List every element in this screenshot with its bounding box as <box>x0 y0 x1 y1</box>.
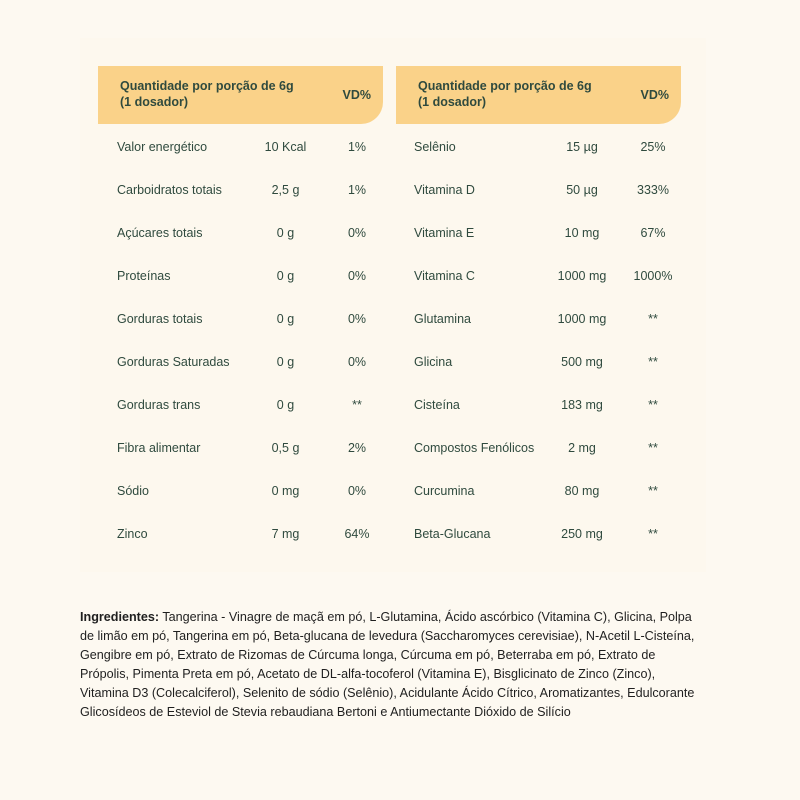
table-row <box>396 426 681 469</box>
nutrient-amount: 1000 mg <box>557 312 607 326</box>
nutrient-vd: ** <box>648 441 658 455</box>
nutrient-amount: 1000 mg <box>557 269 607 283</box>
nutrient-vd: 0% <box>347 312 367 326</box>
nutrient-amount: 2 mg <box>568 441 596 455</box>
nutrient-amount: 0 g <box>276 312 295 326</box>
nutrition-table-left <box>98 66 383 555</box>
ingredients-list: Tangerina - Vinagre de maçã em pó, L-Glutamina, Ácido ascórbico (Vitamina C), Glicina, Polpa de limão em pó, Tangerina em pó, Beta-glucana de levedura (Saccharomyces cerevisiae), N-Acetil L-Cisteína, Gengibre em pó, Extrato de Rizomas de Cúrcuma longa, Cúrcuma em pó, Beterraba em pó, Extrato de Própolis, Pimenta Preta em pó, Acetato de DL-alfa-tocoferol (Vitamina E), Bisglicinato de Zinco (Zinco), Vitamina D3 (Colecalciferol), Selenito de sódio (Selênio), Acidulante Ácido Cítrico, Aromatizantes, Edulcorante Glicosídeos de Esteviol de Stevia rebaudiana Bertoni e Antiumectante Dióxido de Silício <box>80 610 695 719</box>
nutrient-amount: 500 mg <box>561 355 603 369</box>
serving-size-header: Quantidade por porção de 6g (1 dosador) <box>120 79 294 109</box>
vd-header: VD% <box>342 88 371 102</box>
nutrient-vd: ** <box>648 355 658 369</box>
nutrient-amount: 0 mg <box>271 484 300 498</box>
table-row <box>396 168 681 211</box>
nutrient-name: Vitamina E <box>414 226 475 240</box>
nutrient-name: Gorduras Saturadas <box>117 355 230 369</box>
nutrient-vd: 0% <box>347 269 367 283</box>
nutrient-amount: 0 g <box>276 398 295 412</box>
table-row <box>396 125 681 168</box>
nutrient-amount: 7 mg <box>271 527 300 541</box>
nutrient-vd: ** <box>352 398 362 412</box>
nutrient-name: Cisteína <box>414 398 460 412</box>
table-row <box>98 125 383 168</box>
table-row <box>396 254 681 297</box>
nutrient-amount: 80 mg <box>564 484 600 498</box>
nutrient-name: Fibra alimentar <box>117 441 201 455</box>
table-row <box>396 297 681 340</box>
table-header <box>98 66 383 124</box>
nutrient-name: Vitamina D <box>414 183 475 197</box>
nutrient-vd: ** <box>648 312 658 326</box>
table-row <box>98 297 383 340</box>
table-row <box>98 211 383 254</box>
table-row <box>396 512 681 555</box>
table-row <box>98 512 383 555</box>
nutrient-amount: 0,5 g <box>271 441 300 455</box>
table-row <box>98 340 383 383</box>
nutrient-vd: 0% <box>347 355 367 369</box>
nutrient-amount: 183 mg <box>561 398 603 412</box>
nutrient-vd: 2% <box>347 441 367 455</box>
nutrient-name: Compostos Fenólicos <box>414 441 535 455</box>
nutrient-name: Glutamina <box>414 312 471 326</box>
ingredients-text <box>80 608 700 722</box>
nutrient-vd: 25% <box>640 140 666 154</box>
nutrient-amount: 10 Kcal <box>264 140 307 154</box>
nutrient-name: Zinco <box>117 527 148 541</box>
nutrient-name: Proteínas <box>117 269 171 283</box>
nutrient-vd: 0% <box>347 484 367 498</box>
nutrient-vd: 1000% <box>633 269 673 283</box>
nutrient-name: Sódio <box>117 484 149 498</box>
nutrient-vd: 333% <box>637 183 669 197</box>
nutrient-amount: 0 g <box>276 269 295 283</box>
nutrient-amount: 2,5 g <box>271 183 300 197</box>
table-row <box>98 469 383 512</box>
table-row <box>98 426 383 469</box>
table-body <box>98 124 383 555</box>
nutrient-name: Selênio <box>414 140 456 154</box>
nutrient-amount: 10 mg <box>564 226 600 240</box>
nutrient-vd: ** <box>648 398 658 412</box>
table-body <box>396 124 681 555</box>
nutrient-name: Curcumina <box>414 484 475 498</box>
nutrient-name: Vitamina C <box>414 269 475 283</box>
nutrient-vd: 0% <box>347 226 367 240</box>
serving-size-header: Quantidade por porção de 6g (1 dosador) <box>418 79 592 109</box>
nutrient-name: Glicina <box>414 355 453 369</box>
table-row <box>396 469 681 512</box>
nutrient-vd: 1% <box>347 183 367 197</box>
nutrient-vd: ** <box>648 484 658 498</box>
nutrient-name: Valor energético <box>117 140 208 154</box>
table-row <box>396 211 681 254</box>
nutrient-vd: ** <box>648 527 658 541</box>
nutrient-name: Gorduras trans <box>117 398 201 412</box>
table-row <box>396 340 681 383</box>
nutrient-amount: 15 µg <box>566 140 598 154</box>
nutrient-amount: 250 mg <box>561 527 603 541</box>
nutrition-table-right <box>396 66 681 555</box>
nutrient-amount: 0 g <box>276 226 295 240</box>
nutrient-name: Gorduras totais <box>117 312 203 326</box>
ingredients-label: Ingredientes: <box>80 610 160 624</box>
table-header <box>396 66 681 124</box>
table-row <box>98 383 383 426</box>
nutrient-name: Açúcares totais <box>117 226 203 240</box>
nutrient-name: Carboidratos totais <box>117 183 222 197</box>
table-row <box>98 254 383 297</box>
table-row <box>396 383 681 426</box>
nutrient-name: Beta-Glucana <box>414 527 491 541</box>
nutrient-vd: 67% <box>640 226 666 240</box>
nutrient-amount: 0 g <box>276 355 295 369</box>
nutrient-vd: 1% <box>347 140 367 154</box>
nutrient-amount: 50 µg <box>566 183 598 197</box>
vd-header: VD% <box>640 88 669 102</box>
nutrient-vd: 64% <box>344 527 370 541</box>
table-row <box>98 168 383 211</box>
